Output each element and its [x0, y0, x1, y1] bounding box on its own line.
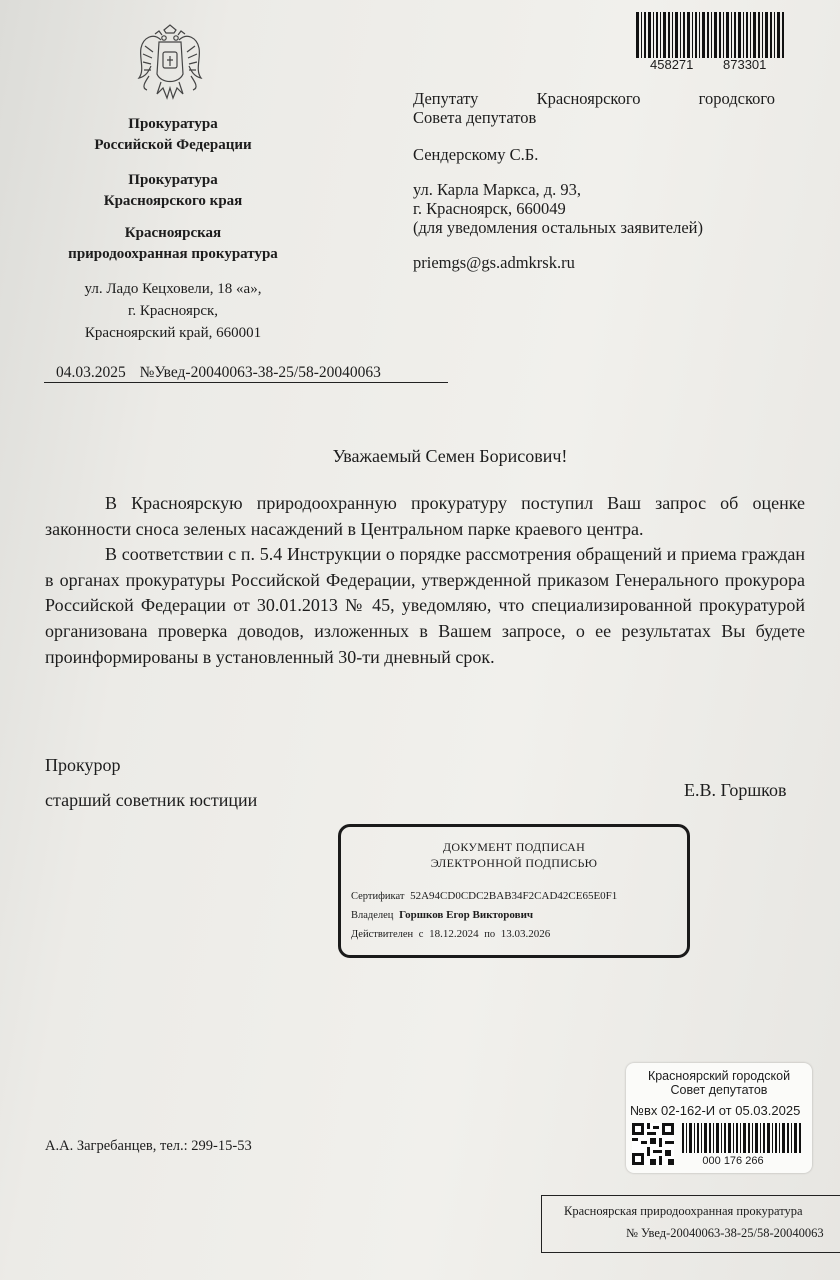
signature-position: Прокурор: [45, 755, 121, 775]
sender-org-3-line1: Красноярская: [124, 225, 222, 241]
e-stamp-valid-to: 13.03.2026: [500, 928, 551, 940]
sender-org-3-line2: природоохранная прокуратура: [68, 246, 278, 262]
coat-of-arms-icon: [131, 22, 209, 104]
sticker-org2: Совет депутатов: [670, 1083, 768, 1097]
sender-org-1-line2: Российской Федерации: [94, 137, 252, 153]
recipient-block: [413, 89, 775, 272]
registration-line: [44, 364, 448, 383]
recipient-name: Сендерскому С.Б.: [413, 145, 539, 164]
letter-body: [45, 491, 805, 670]
sticker-barcode: [682, 1123, 802, 1153]
paragraph-1: В Красноярскую природоохранную прокуратуру поступил Ваш запрос об оценке законности сноса зеленых насаждений в Центральном парке краевого центра.: [45, 493, 805, 539]
e-stamp-cert-label: Сертификат: [351, 891, 405, 902]
e-stamp-valid-label: Действителен: [351, 929, 414, 940]
sender-address: [38, 278, 308, 344]
registration-date: 04.03.2025: [56, 364, 126, 381]
e-signature-stamp: [338, 824, 690, 958]
recipient-email[interactable]: priemgs@gs.admkrsk.ru: [413, 253, 575, 272]
signature-name: Е.В. Горшков: [684, 780, 787, 800]
incoming-sticker: [626, 1063, 812, 1173]
sticker-org1: Красноярский городской: [647, 1069, 791, 1083]
bottom-registration-box: [541, 1195, 840, 1253]
salutation: Уважаемый Семен Борисович!: [332, 446, 568, 466]
recipient-address2: г. Красноярск, 660049: [413, 199, 566, 218]
e-stamp-valid-from: 18.12.2024: [429, 928, 479, 940]
e-stamp-cert-row: [351, 887, 617, 906]
sticker-reg: №вх 02-162-И от 05.03.2025: [630, 1103, 801, 1118]
registration-number: №Увед-20040063-38-25/58-20040063: [139, 364, 381, 381]
barcode-bars: [636, 12, 786, 58]
recipient-line2: Совета депутатов: [413, 108, 537, 127]
bottom-box-org: Красноярская природоохранная прокуратура: [564, 1204, 803, 1218]
e-stamp-owner-label: Владелец: [351, 910, 394, 921]
barcode-left-number: 458271: [650, 57, 694, 72]
sender-org-3: [38, 223, 308, 265]
e-stamp-valid-from-word: с: [418, 929, 424, 940]
sender-org-1-line1: Прокуратура: [128, 116, 218, 132]
recipient-line1: Депутату Красноярского городского: [413, 89, 775, 108]
paragraph-2: В соответствии с п. 5.4 Инструкции о порядке рассмотрения обращений и приема граждан в органах прокуратуры Российской Федерации, утвержденной приказом Генерального прокурора Российской Федерации от 30.01.2013 № 45, уведомляю, что специализированной прокуратурой организована проверка доводов, изложенных в Вашем запросе, о ее результатах Вы будете проинформированы в установленный 30-ти дневный срок.: [45, 544, 805, 667]
sender-address-line2: г. Красноярск,: [127, 303, 219, 319]
barcode: [636, 12, 786, 58]
sticker-code: 000 176 266: [702, 1155, 764, 1167]
e-stamp-title2: ЭЛЕКТРОННОЙ ПОДПИСЬЮ: [430, 856, 598, 870]
sender-org-2-line2: Красноярского края: [103, 193, 243, 209]
e-stamp-valid-to-word: по: [484, 929, 496, 940]
sender-org-2: [38, 170, 308, 212]
e-stamp-owner-row: [351, 906, 617, 925]
bottom-box-number: № Увед-20040063-38-25/58-20040063: [626, 1226, 824, 1240]
e-stamp-owner-value: Горшков Егор Викторович: [399, 909, 534, 921]
e-stamp-cert-value: 52A94CD0CDC2BAB34F2CAD42CE65E0F1: [410, 890, 618, 902]
sender-address-line1: ул. Ладо Кецховели, 18 «а»,: [84, 281, 262, 297]
e-stamp-title1: ДОКУМЕНТ ПОДПИСАН: [442, 840, 586, 854]
recipient-address1: ул. Карла Маркса, д. 93,: [413, 180, 582, 199]
executor-line: А.А. Загребанцев, тел.: 299-15-53: [45, 1138, 252, 1154]
sender-org-1: [38, 114, 308, 156]
e-stamp-valid-row: [351, 925, 617, 944]
recipient-address3: (для уведомления остальных заявителей): [413, 218, 703, 237]
barcode-right-number: 873301: [723, 57, 767, 72]
sender-org-2-line1: Прокуратура: [128, 172, 218, 188]
signature-rank: старший советник юстиции: [45, 790, 258, 810]
sender-address-line3: Красноярский край, 660001: [84, 325, 262, 341]
